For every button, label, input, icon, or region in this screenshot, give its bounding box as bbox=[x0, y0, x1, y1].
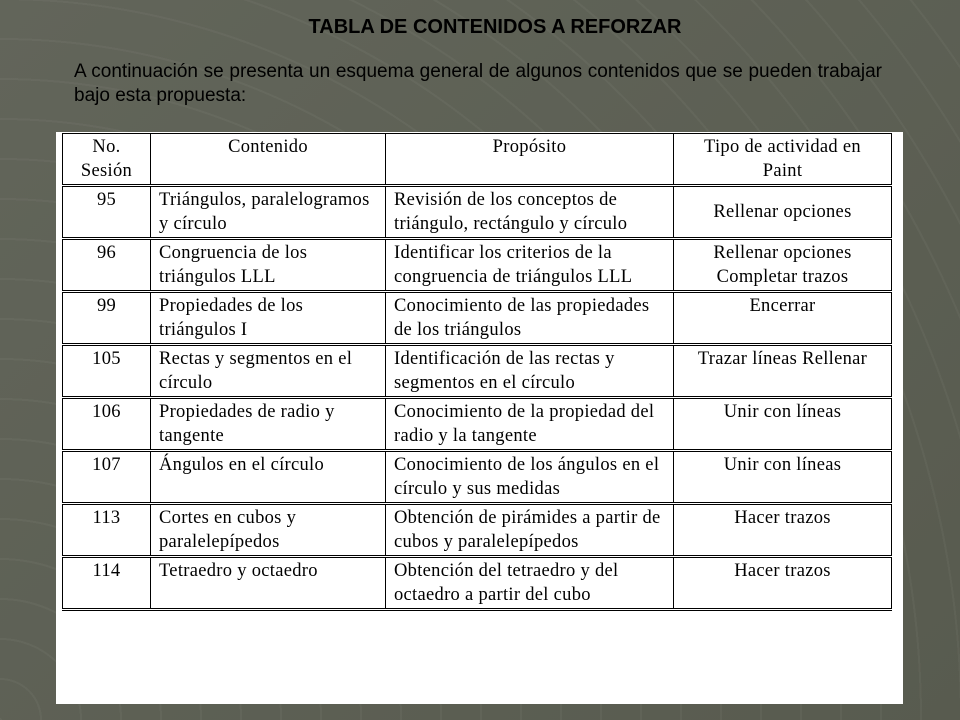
cell-proposito: Revisión de los conceptos de triángulo, rectángulo y círculo bbox=[386, 186, 674, 239]
cell-proposito: Identificación de las rectas y segmentos en el círculo bbox=[386, 345, 674, 398]
cell-sesion: 113 bbox=[63, 504, 151, 557]
table-row bbox=[63, 398, 892, 451]
cell-contenido: Rectas y segmentos en el círculo bbox=[151, 345, 386, 398]
table-row bbox=[63, 557, 892, 610]
cell-contenido: Cortes en cubos y paralelepípedos bbox=[151, 504, 386, 557]
cell-sesion: 99 bbox=[63, 292, 151, 345]
cell-sesion: 105 bbox=[63, 345, 151, 398]
cell-tipo: Unir con líneas bbox=[674, 398, 892, 451]
slide-title: TABLA DE CONTENIDOS A REFORZAR bbox=[308, 16, 682, 38]
cell-contenido: Ángulos en el círculo bbox=[151, 451, 386, 504]
table-row bbox=[63, 504, 892, 557]
table-header-row bbox=[63, 134, 892, 186]
table-row bbox=[63, 345, 892, 398]
cell-sesion: 107 bbox=[63, 451, 151, 504]
header-tipo: Tipo de actividad en Paint bbox=[674, 134, 892, 186]
cell-proposito: Conocimiento de las propiedades de los triángulos bbox=[386, 292, 674, 345]
cell-proposito: Identificar los criterios de la congruencia de triángulos LLL bbox=[386, 239, 674, 292]
cell-tipo: Hacer trazos bbox=[674, 504, 892, 557]
cell-tipo: Encerrar bbox=[674, 292, 892, 345]
intro-paragraph: A continuación se presenta un esquema general de algunos contenidos que se pueden trabajar bajo esta propuesta: bbox=[74, 61, 882, 106]
cell-tipo: Unir con líneas bbox=[674, 451, 892, 504]
cell-contenido: Propiedades de los triángulos I bbox=[151, 292, 386, 345]
header-sesion: No. Sesión bbox=[63, 134, 151, 186]
table-row bbox=[63, 186, 892, 239]
cell-proposito: Conocimiento de la propiedad del radio y la tangente bbox=[386, 398, 674, 451]
table-image-area bbox=[56, 132, 903, 704]
contents-table bbox=[62, 133, 892, 611]
cell-sesion: 114 bbox=[63, 557, 151, 610]
table-row bbox=[63, 292, 892, 345]
cell-tipo: Rellenar opciones Completar trazos bbox=[674, 239, 892, 292]
header-contenido: Contenido bbox=[151, 134, 386, 186]
cell-proposito: Obtención de pirámides a partir de cubos y paralelepípedos bbox=[386, 504, 674, 557]
cell-sesion: 106 bbox=[63, 398, 151, 451]
cell-contenido: Tetraedro y octaedro bbox=[151, 557, 386, 610]
cell-tipo: Hacer trazos bbox=[674, 557, 892, 610]
table-row bbox=[63, 239, 892, 292]
cell-contenido: Triángulos, paralelogramos y círculo bbox=[151, 186, 386, 239]
cell-tipo: Rellenar opciones bbox=[674, 186, 892, 239]
cell-contenido: Congruencia de los triángulos LLL bbox=[151, 239, 386, 292]
cell-tipo: Trazar líneas Rellenar bbox=[674, 345, 892, 398]
cell-sesion: 96 bbox=[63, 239, 151, 292]
cell-sesion: 95 bbox=[63, 186, 151, 239]
header-proposito: Propósito bbox=[386, 134, 674, 186]
table-row bbox=[63, 451, 892, 504]
cell-proposito: Obtención del tetraedro y del octaedro a partir del cubo bbox=[386, 557, 674, 610]
cell-proposito: Conocimiento de los ángulos en el círculo y sus medidas bbox=[386, 451, 674, 504]
cell-contenido: Propiedades de radio y tangente bbox=[151, 398, 386, 451]
